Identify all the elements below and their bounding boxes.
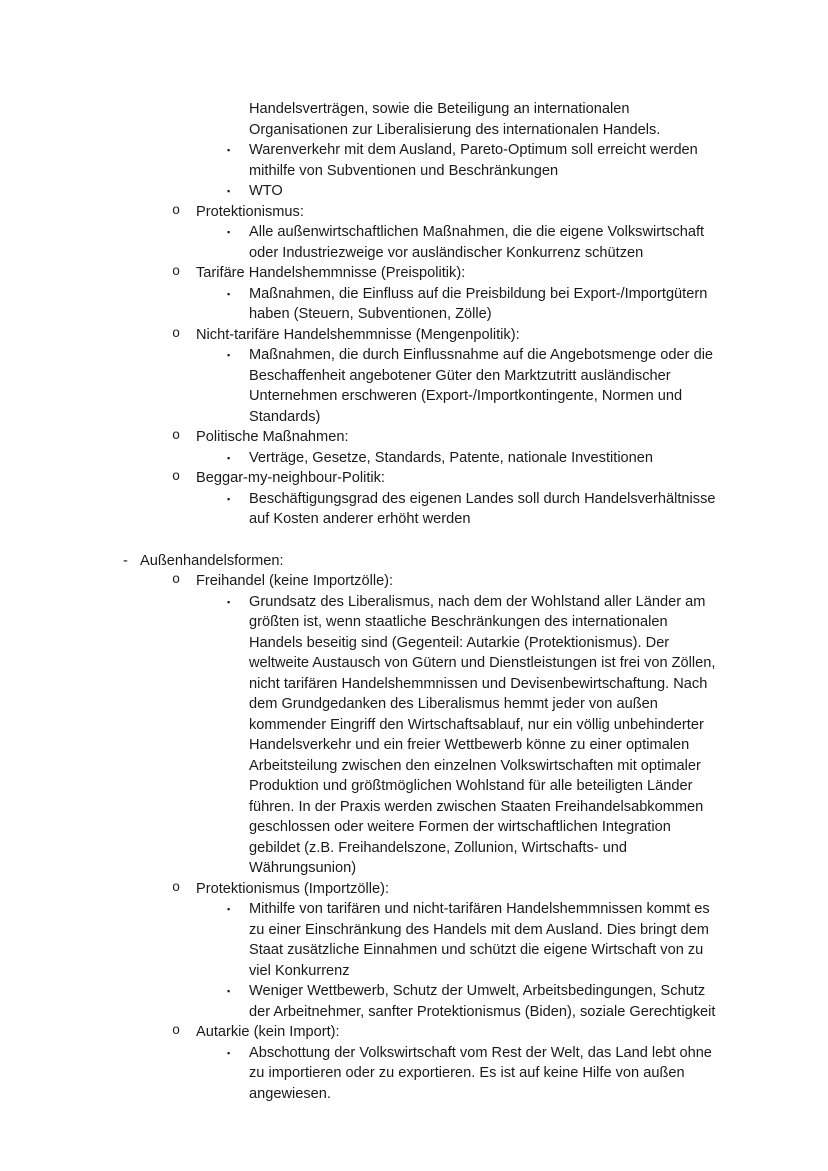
square-bullet-icon: ▪	[227, 493, 231, 504]
list-item-text: Protektionismus:	[196, 203, 304, 220]
list-item	[0, 202, 717, 223]
square-bullet-icon: ▪	[227, 904, 231, 914]
list-item-text: Nicht-tarifäre Handelshemmnisse (Mengenpolitik):	[196, 326, 520, 343]
list-item	[0, 489, 717, 530]
square-bullet-icon: ▪	[227, 986, 231, 996]
square-bullet-icon: ▪	[227, 145, 231, 155]
list-item-text: Politische Maßnahmen:	[196, 429, 349, 445]
circle-bullet-icon: o	[172, 265, 181, 280]
list-item-text: Handelsverträgen, sowie die Beteiligung an internationalen Organisationen zur Liberalisierung des internationalen Handels.	[249, 101, 661, 138]
list-item-text: Maßnahmen, die durch Einflussnahme auf die Angebotsmenge oder die Beschaffenheit angebotener Güter den Marktzutritt ausländischer Unternehmen erschweren (Export-/Importkontingente, Normen und Standards)	[249, 347, 714, 425]
list-item-text: Beggar-my-neighbour-Politik:	[196, 470, 385, 486]
list-item-text: Verträge, Gesetze, Standards, Patente, nationale Investitionen	[249, 449, 654, 466]
list-item	[0, 427, 717, 448]
square-bullet-icon: ▪	[227, 186, 231, 196]
list-item-text: Maßnahmen, die Einfluss auf die Preisbildung bei Export-/Importgütern haben (Steuern, Subventionen, Zölle)	[249, 285, 708, 322]
list-item-text: Abschottung der Volkswirtschaft vom Rest der Welt, das Land lebt ohne zu importieren oder zu exportieren. Es ist auf keine Hilfe von außen angewiesen.	[249, 1044, 712, 1102]
list-item-text: Freihandel (keine Importzölle):	[196, 573, 394, 589]
list-item-text: Protektionismus (Importzölle):	[196, 880, 390, 897]
list-item	[0, 222, 717, 263]
list-item-text: Mithilfe von tarifären und nicht-tarifären Handelshemmnissen kommt es zu einer Einschränkung des Handels mit dem Ausland. Dies bringt dem Staat zusätzliche Einnahmen und schützt die eigene Wirtschaft von zu viel Konkurrenz	[249, 901, 710, 979]
list-item	[0, 468, 717, 489]
square-bullet-icon: ▪	[227, 227, 231, 237]
list-item	[0, 181, 717, 202]
square-bullet-icon: ▪	[227, 596, 231, 607]
list-item-text: Grundsatz des Liberalismus, nach dem der Wohlstand aller Länder am größten ist, wenn staatliche Beschränkungen des internationalen Handels beseitig sind (Gegenteil: Autarkie (Protektionismus). Der weltweite Austausch von Gütern und Dienstleistungen ist frei von Zöllen, nicht tarifären Handelshemmnissen und Devisenbewirtschaftung. Nach dem Grundgedanken des Liberalismus hemmt jeder von außen kommender Eingriff den Wirtschaftsablauf, nur ein völlig unbehinderter Handelsverkehr und ein freier Wettbewerb könne zu einer optimalen Arbeitsteilung zwischen den einzelnen Volkswirtschaften mit optimaler Produktion und größtmöglichen Wohlstand für alle beteiligten Länder führen. In der Praxis werden zwischen Staaten Freihandelsabkommen geschlossen oder weitere Formen der wirtschaftlichen Integration gebildet (z.B. Freihandelszone, Zollunion, Wirtschafts- und Währungsunion)	[249, 593, 716, 876]
list-item	[0, 448, 717, 469]
list-item	[0, 571, 717, 592]
list-item	[0, 879, 717, 900]
list-item	[0, 263, 717, 284]
list-item	[0, 899, 717, 981]
list-item	[0, 99, 717, 140]
circle-bullet-icon: o	[172, 203, 181, 219]
list-item	[0, 345, 717, 427]
list-item	[0, 551, 717, 572]
list-item-text: Weniger Wettbewerb, Schutz der Umwelt, Arbeitsbedingungen, Schutz der Arbeitnehmer, sanfter Protektionismus (Biden), soziale Gerechtigkeit	[249, 983, 716, 1020]
list-item	[0, 1043, 717, 1105]
bullet-list	[0, 99, 717, 1104]
list-item	[0, 140, 717, 181]
circle-bullet-icon: o	[172, 429, 181, 444]
list-item	[0, 325, 717, 346]
circle-bullet-icon: o	[172, 573, 181, 588]
list-item-text: WTO	[249, 183, 283, 199]
circle-bullet-icon: o	[172, 470, 181, 485]
circle-bullet-icon: o	[172, 1024, 181, 1039]
square-bullet-icon: ▪	[227, 288, 231, 299]
circle-bullet-icon: o	[172, 880, 181, 896]
list-item-text: Tarifäre Handelshemmnisse (Preispolitik):	[196, 265, 466, 281]
list-item	[0, 284, 717, 325]
circle-bullet-icon: o	[172, 326, 181, 342]
list-item-text: Alle außenwirtschaftlichen Maßnahmen, die die eigene Volkswirtschaft oder Industriezweige vor ausländischer Konkurrenz schützen	[249, 224, 705, 261]
list-item-text: Warenverkehr mit dem Ausland, Pareto-Optimum soll erreicht werden mithilfe von Subventionen und Beschränkungen	[249, 142, 698, 179]
square-bullet-icon: ▪	[227, 1047, 231, 1058]
list-item	[0, 981, 717, 1022]
square-bullet-icon: ▪	[227, 350, 231, 360]
list-item-text: Außenhandelsformen:	[140, 552, 284, 569]
list-item	[0, 1022, 717, 1043]
list-item-text: Autarkie (kein Import):	[196, 1024, 340, 1040]
square-bullet-icon: ▪	[227, 452, 231, 463]
dash-bullet-icon: -	[123, 552, 128, 569]
list-item	[0, 592, 717, 879]
list-item-text: Beschäftigungsgrad des eigenen Landes soll durch Handelsverhältnisse auf Kosten anderer erhöht werden	[249, 490, 716, 527]
